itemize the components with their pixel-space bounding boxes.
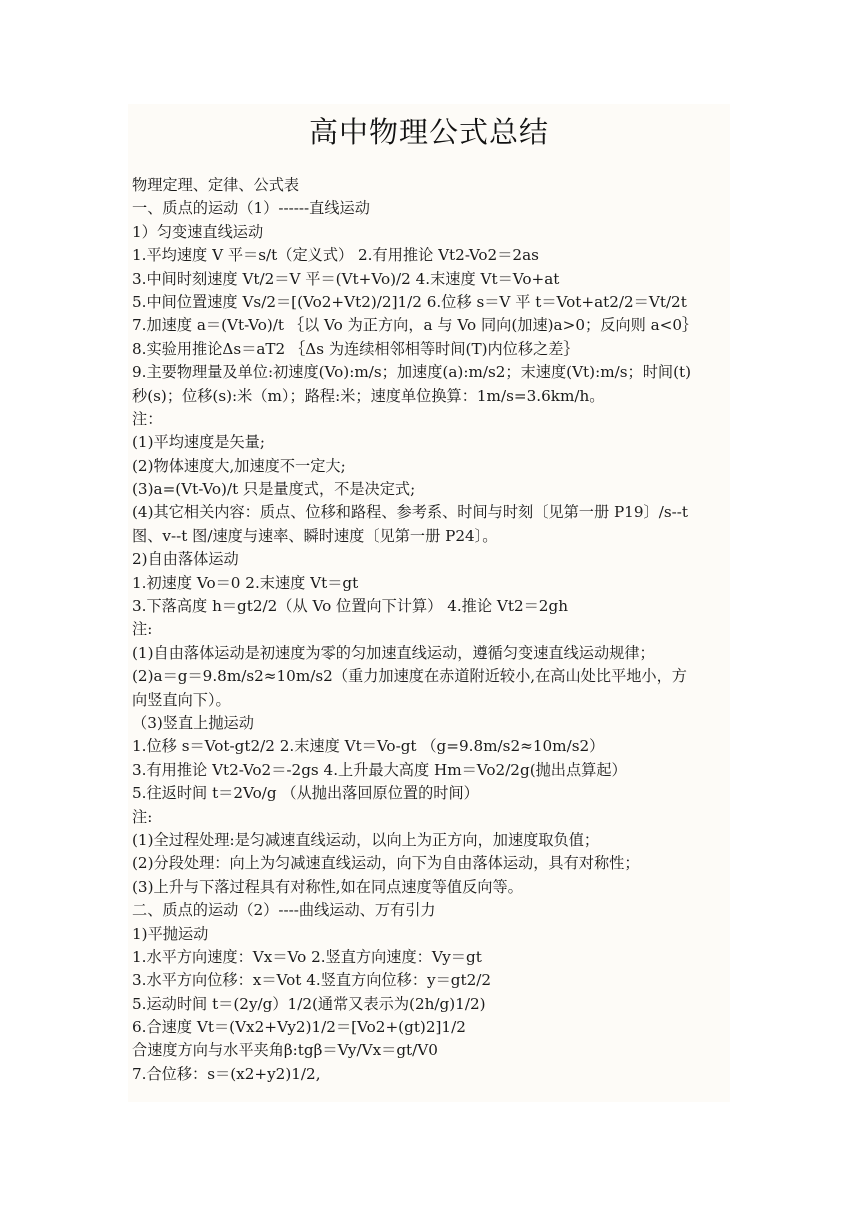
text-line: 5.运动时间 t＝(2y/g）1/2(通常又表示为(2h/g)1/2) bbox=[132, 994, 486, 1013]
text-line: 2)自由落体运动 bbox=[132, 550, 239, 569]
text-line: 1.水平方向速度：Vx＝Vo 2.竖直方向速度：Vy＝gt bbox=[132, 947, 482, 966]
document-body bbox=[128, 174, 730, 1086]
text-line: (1)自由落体运动是初速度为零的匀加速直线运动，遵循匀变速直线运动规律； bbox=[132, 643, 655, 662]
text-line: 注： bbox=[132, 409, 163, 428]
text-line: 3.有用推论 Vt2-Vo2＝-2gs 4.上升最大高度 Hm＝Vo2/2g(抛出点算起） bbox=[132, 760, 627, 779]
text-line: (2)物体速度大,加速度不一定大; bbox=[132, 456, 346, 475]
text-line: 6.合速度 Vt＝(Vx2+Vy2)1/2＝[Vo2+(gt)2]1/2 bbox=[132, 1018, 466, 1037]
text-line: (2)分段处理：向上为匀减速直线运动，向下为自由落体运动，具有对称性； bbox=[132, 854, 640, 873]
text-line: 二、质点的运动（2）----曲线运动、万有引力 bbox=[132, 901, 436, 920]
text-line: (1)平均速度是矢量; bbox=[132, 433, 265, 452]
text-line: 合速度方向与水平夹角β:tgβ＝Vy/Vx＝gt/V0 bbox=[132, 1041, 438, 1060]
text-line: 7.合位移：s＝(x2+y2)1/2, bbox=[132, 1064, 321, 1083]
text-line: 1.平均速度 V 平＝s/t（定义式） 2.有用推论 Vt2-Vo2＝2as bbox=[132, 246, 539, 265]
document-content bbox=[128, 104, 730, 1102]
text-line: （3)竖直上抛运动 bbox=[132, 713, 254, 732]
text-line: 1)平抛运动 bbox=[132, 924, 209, 943]
text-line: 秒(s)；位移(s):米（m）；路程:米；速度单位换算：1m/s=3.6km/h。 bbox=[132, 386, 605, 405]
text-line: 5.中间位置速度 Vs/2＝[(Vo2+Vt2)/2]1/2 6.位移 s＝V 平 t＝Vot+at2/2＝Vt/2t bbox=[132, 292, 687, 311]
text-line: (4)其它相关内容：质点、位移和路程、参考系、时间与时刻〔见第一册 P19〕/s--t bbox=[132, 503, 688, 522]
text-line: 物理定理、定律、公式表 bbox=[132, 176, 300, 194]
text-line: 3.中间时刻速度 Vt/2＝V 平＝(Vt+Vo)/2 4.末速度 Vt＝Vo+at bbox=[132, 269, 560, 288]
text-line: 向竖直向下）。 bbox=[132, 690, 231, 709]
text-line: 9.主要物理量及单位:初速度(Vo):m/s；加速度(a):m/s2；末速度(Vt):m/s；时间(t) bbox=[132, 363, 692, 382]
text-line: 8.实验用推论Δs＝aT2 ｛Δs 为连续相邻相等时间(T)内位移之差｝ bbox=[132, 339, 579, 358]
text-line: 3.水平方向位移：x＝Vot 4.竖直方向位移：y＝gt2/2 bbox=[132, 971, 492, 990]
text-line: 1）匀变速直线运动 bbox=[132, 222, 264, 241]
text-line: 注: bbox=[132, 807, 153, 826]
text-line: 7.加速度 a＝(Vt-Vo)/t ｛以 Vo 为正方向，a 与 Vo 同向(加速)a>0；反向则 a<0｝ bbox=[132, 316, 698, 335]
text-line: (2)a＝g＝9.8m/s2≈10m/s2（重力加速度在赤道附近较小,在高山处比平地小，方 bbox=[132, 667, 687, 686]
text-line: 5.往返时间 t＝2Vo/g （从抛出落回原位置的时间） bbox=[132, 784, 479, 803]
text-line: 一、质点的运动（1）------直线运动 bbox=[132, 199, 370, 218]
text-line: 1.位移 s＝Vot-gt2/2 2.末速度 Vt＝Vo-gt （g=9.8m/s2≈10m/s2） bbox=[132, 737, 605, 756]
text-line: 注: bbox=[132, 620, 153, 639]
text-line: (3)上升与下落过程具有对称性,如在同点速度等值反向等。 bbox=[132, 877, 523, 896]
document-title: 高中物理公式总结 bbox=[308, 115, 549, 149]
text-line: (1)全过程处理:是匀减速直线运动，以向上为正方向，加速度取负值； bbox=[132, 830, 600, 849]
text-line: 3.下落高度 h＝gt2/2（从 Vo 位置向下计算） 4.推论 Vt2＝2gh bbox=[132, 597, 568, 616]
text-line: 图、v--t 图/速度与速率、瞬时速度〔见第一册 P24〕。 bbox=[132, 526, 498, 545]
text-line: (3)a=(Vt-Vo)/t 只是量度式，不是决定式; bbox=[132, 480, 416, 499]
text-line: 1.初速度 Vo＝0 2.末速度 Vt＝gt bbox=[132, 573, 359, 592]
